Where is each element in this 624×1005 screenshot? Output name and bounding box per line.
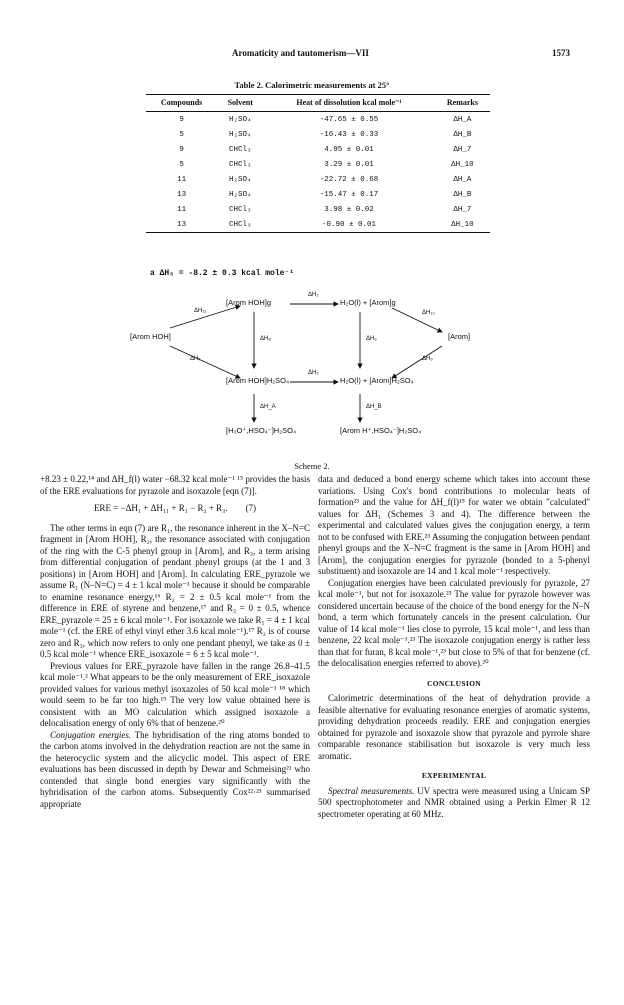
right-paragraph-2: Conjugation energies have been calculated previously for pyrazole, 27 kcal mole⁻¹, but not for isoxazole.²³ The value for pyrazole however was considered uncertain because of the choice of the bond energy for the N–N bond, a term which fortunately cancels in the present calculation. Our value of 14 kcal mole⁻¹ lies close to pyrrole, 15 kcal mole⁻¹, and less than benzene, 22 kcal mole⁻¹.²³ The isoxazole conjugation energy is rather less than that for furan, 8 kcal mole⁻¹,²³ but close to 5% of that for benzene (cf. the delocalisation energies referred to above).²⁰ xyxy=(318,577,590,668)
node-h2o-arom-g: H₂O(l) + [Arom]g xyxy=(340,298,396,307)
cell-compound: 9 xyxy=(179,115,184,124)
cell-remark: ΔH_A xyxy=(453,115,472,124)
cell-remark: ΔH_7 xyxy=(453,205,472,214)
scheme-2-diagram xyxy=(130,290,510,452)
label-dh1: ΔH₁ xyxy=(308,292,319,298)
calorimetric-table xyxy=(146,94,490,233)
conjugation-text: The hybridisation of the ring atoms bonded to the carbon atoms involved in the dehydration reaction are not the same in the heterocyclic system and the alicyclic model. This aspect of ERE evaluations has been discussed in depth by Dewar and Schmeising²¹ who contended that single bond energies vary significantly with the hybridisation of the carbon atoms. Subsequently Cox²²·²³ summarised appropriate xyxy=(40,729,310,809)
table-row xyxy=(146,172,490,187)
cell-remark: ΔH_7 xyxy=(453,145,472,154)
right-paragraph-1: data and deduced a bond energy scheme which takes into account these variations. Using Cox's bond contributions to molecular heats of formation²³ and the value for ΔH_f(l)¹⁵ for water we obtain "calculated" values for ΔH₁ (Schemes 3 and 4). The difference between the experimental and calculated values gives the conjugation energy, a term not to be confused with ERE.²³ Assuming the conjugation between pendant phenyl groups and the X–N=C fragment is the same in [Arom HOH] and [Arom], the conjugation energies for pyrazole (bonded to a 5-phenyl substituent) and isoxazole are 14 and 1 kcal mole⁻¹ respectively. xyxy=(318,474,590,576)
equation-text: ERE = −ΔH₁ + ΔH₁₁ + R₁ − R₂ + R₃. xyxy=(93,503,228,513)
col-remarks: Remarks xyxy=(435,95,490,112)
label-dha: ΔH_A xyxy=(260,404,276,410)
left-paragraph-2: Previous values for ERE_pyrazole have fallen in the range 26.8–41.5 kcal mole⁻¹.² What appears to be the only measurement of ERE_isoxazole provided values for various methyl isoxazoles of 50 kcal mole⁻¹ ¹⁸ which would seem to be far too high.¹⁹ The very low value obtained here is consistent with an MO calculation which assigned isoxazole a delocalisation energy of only 6% that of benzene.²⁰ xyxy=(40,660,310,728)
table-row xyxy=(146,127,490,142)
conclusion-heading: CONCLUSION xyxy=(427,678,481,688)
table-row xyxy=(146,187,490,202)
label-dh8: ΔH₈ xyxy=(260,336,271,342)
cell-heat: 3.29 ± 0.01 xyxy=(324,160,374,169)
left-paragraph-3 xyxy=(40,730,310,811)
col-solvent: Solvent xyxy=(217,95,263,112)
table-row xyxy=(146,142,490,157)
cell-heat: -15.47 ± 0.17 xyxy=(319,190,379,199)
cell-solvent: H₂SO₄ xyxy=(228,130,252,139)
table-row xyxy=(146,157,490,172)
node-arom: [Arom] xyxy=(448,332,471,341)
arrow-dh9 xyxy=(392,346,442,378)
left-column xyxy=(40,474,310,810)
cell-heat: -47.65 ± 0.55 xyxy=(319,115,379,124)
label-dh10: ΔH₁₀ xyxy=(422,310,435,316)
cell-solvent: CHCl₃ xyxy=(217,217,263,233)
scheme-arrows xyxy=(130,290,510,452)
cell-remark: ΔH_10 xyxy=(435,217,490,233)
cell-compound: 13 xyxy=(146,217,217,233)
col-compounds: Compounds xyxy=(146,95,217,112)
experimental-heading: EXPERIMENTAL xyxy=(421,771,487,780)
node-arom-hoh-h2so4: [Arom HOH]H₂SO₄ xyxy=(226,376,290,385)
running-title: Aromaticity and tautomerism—VII xyxy=(232,48,369,58)
equation-number: (7) xyxy=(245,503,257,513)
node-arom-hoh-g: [Arom HOH]g xyxy=(226,298,272,307)
cell-compound: 5 xyxy=(179,160,184,169)
cell-heat: -16.43 ± 0.33 xyxy=(319,130,379,139)
node-h2o-arom-h2so4: H₂O(l) + [Arom]H₂SO₄ xyxy=(340,376,414,385)
cell-solvent: CHCl₃ xyxy=(228,145,252,154)
label-dh2: ΔH₂ xyxy=(308,370,319,376)
cell-compound: 9 xyxy=(179,145,184,154)
cell-compound: 11 xyxy=(177,205,187,214)
table-row xyxy=(146,217,490,233)
cell-compound: 5 xyxy=(179,130,184,139)
experimental-lead: Spectral measurements. xyxy=(328,785,415,796)
cell-solvent: H₂SO₄ xyxy=(228,115,252,124)
page-number: 1573 xyxy=(552,48,570,58)
cell-remark: ΔH_B xyxy=(453,130,472,139)
right-column xyxy=(318,474,590,820)
table-footnote: a ΔH₅ = -8.2 ± 0.3 kcal mole⁻¹ xyxy=(150,269,295,278)
label-dh9: ΔH₉ xyxy=(422,356,433,362)
cell-heat: -22.72 ± 0.68 xyxy=(319,175,379,184)
experimental-paragraph xyxy=(318,786,590,821)
arrow-dh7 xyxy=(170,346,240,378)
label-dh11: ΔH₁₁ xyxy=(194,308,207,314)
left-intro: +8.23 ± 0.22,¹⁴ and ΔH_f(l) water −68.32 kcal mole⁻¹ ¹⁵ provides the basis of the ERE evaluations for pyrazole and isoxazole [eqn (7)]. xyxy=(40,474,310,496)
cell-solvent: CHCl₃ xyxy=(228,160,252,169)
cell-remark: ΔH_10 xyxy=(451,160,474,169)
table-caption: Table 2. Calorimetric measurements at 25° xyxy=(234,80,390,90)
label-dh7: ΔH₇ xyxy=(190,356,201,362)
conjugation-heading: Conjugation energies. xyxy=(50,729,132,740)
cell-compound: 11 xyxy=(177,175,187,184)
cell-solvent: H₂SO₄ xyxy=(228,175,252,184)
cell-heat: -0.90 ± 0.01 xyxy=(263,217,435,233)
table-row xyxy=(146,202,490,217)
label-dhb: ΔH_B xyxy=(366,404,382,410)
experimental-text: UV spectra were measured using a Unicam SP 500 spectrophotometer and NMR obtained using a Perkin Elmer R 12 spectrometer operating at 60 MHz. xyxy=(318,785,590,819)
cell-heat: 4.95 ± 0.01 xyxy=(324,145,374,154)
scheme-caption: Scheme 2. xyxy=(294,461,330,471)
table-row xyxy=(146,112,490,128)
cell-solvent: H₂SO₄ xyxy=(228,190,252,199)
node-arom-h-hso4: [Arom H⁺,HSO₄⁻]H₂SO₄ xyxy=(340,426,422,435)
left-paragraph-1: The other terms in eqn (7) are R₁, the resonance inherent in the X–N=C fragment in [Arom HOH], R₂, the resonance associated with conjugation of the ring with the C-5 phenyl group in [Arom], and R₃, a term arising from differential conjugation of pendant phenyl groups (at the 1 and 3 positions) in [Arom HOH] and [Arom]. In calculating ERE_pyrazole we assume R₁ (N–N=C) = 4 ± 1 kcal mole⁻¹ because it should be comparable to enamine resonance energy,¹⁶ R₂ = 2 ± 0.5 kcal mole⁻¹ from the difference in ERE of styrene and benzene,¹⁷ and R₃ = 0 ± 0.5, whence ERE_pyrazole = 25 ± 6 kcal mole⁻¹. For isoxazole we take R₁ = 4 ± 1 kcal mole⁻¹ (cf. the ERE of ethyl vinyl ether 3.6 kcal mole⁻¹).¹⁷ R₂ is of course zero and R₃, which now refers to only one pendant phenyl, we take as 0 ± 0.5 kcal mole⁻¹ whence ERE_isoxazole = 6 ± 5 kcal mole⁻¹. xyxy=(40,522,310,659)
equation-7 xyxy=(40,503,310,515)
cell-compound: 13 xyxy=(177,190,187,199)
conclusion-text: Calorimetric determinations of the heat of dehydration provide a feasible alternative for evaluating resonance energies of aromatic systems, providing dehydration proceeds readily. ERE and conjugation energies obtained for pyrazole and isoxazole show that pyrazole and pyrrole share comparable resonance stabilisation but isoxazole is very much less aromatic. xyxy=(318,693,590,761)
table-header-row xyxy=(146,95,490,112)
cell-heat: 3.98 ± 0.02 xyxy=(324,205,374,214)
node-h3o-hso4: [H₃O⁺,HSO₄⁻]H₂SO₄ xyxy=(226,426,297,435)
cell-solvent: CHCl₃ xyxy=(228,205,252,214)
col-heat: Heat of dissolution kcal mole⁻¹ xyxy=(263,95,435,112)
label-dh6: ΔH₆ xyxy=(366,336,377,342)
node-arom-hoh: [Arom HOH] xyxy=(130,332,171,341)
cell-remark: ΔH_B xyxy=(453,190,472,199)
cell-remark: ΔH_A xyxy=(453,175,472,184)
